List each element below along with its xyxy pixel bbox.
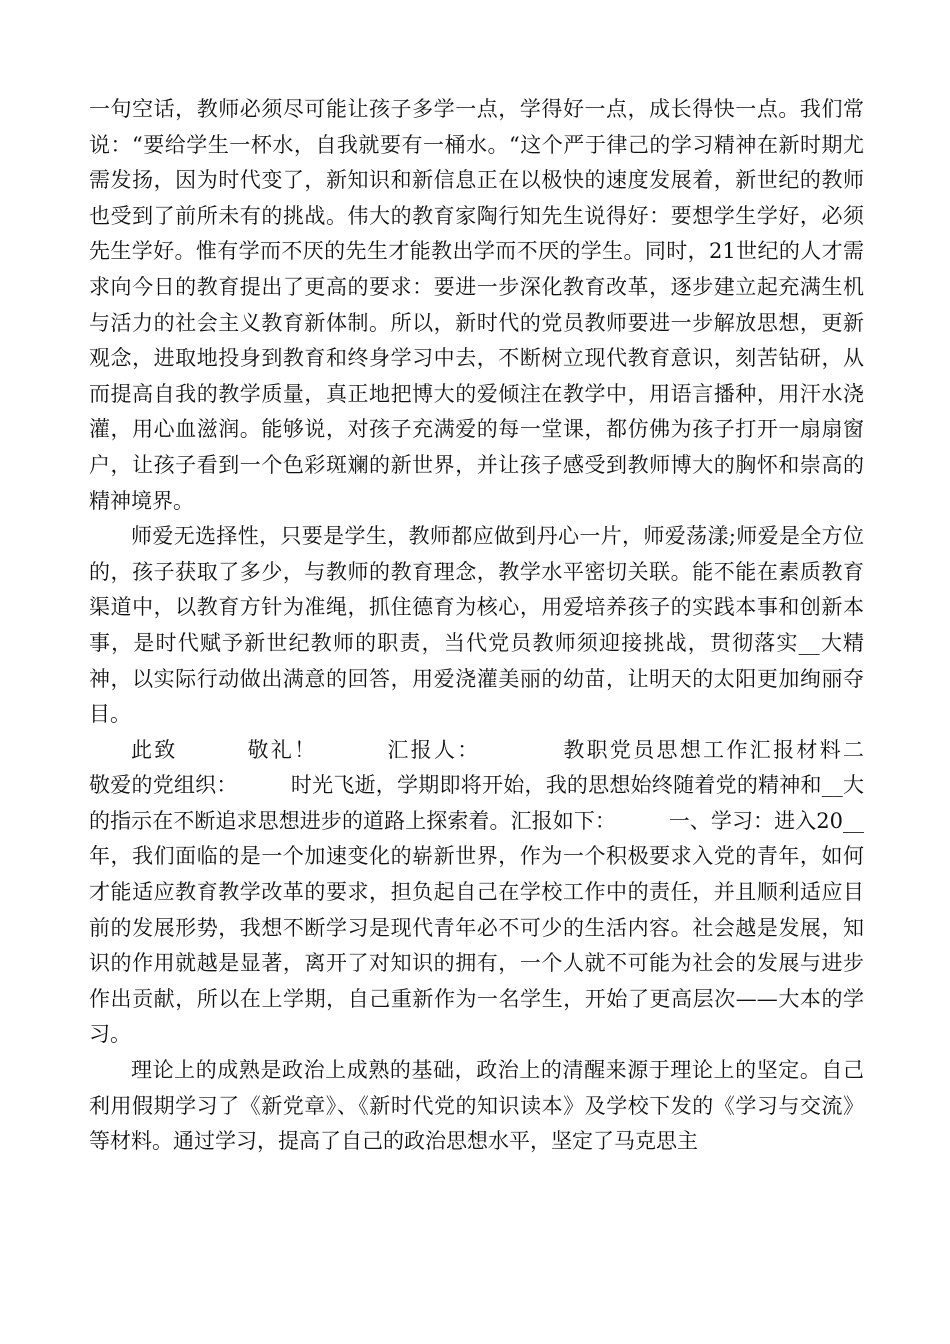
document-page [89, 92, 927, 1160]
paragraph-theory-study: 理论上的成熟是政治上成熟的基础，政治上的清醒来源于理论上的坚定。自己利用假期学习了《新党章》、《新时代党的知识读本》及学校下发的《学习与交流》等材料。通过学习，提高了自己的政治思想水平，坚定了马克思主 [89, 1058, 864, 1154]
paragraph-teacher-learning: 一句空话，教师必须尽可能让孩子多学一点，学得好一点，成长得快一点。我们常说：“要给学生一杯水，自我就要有一桶水。“这个严于律己的学习精神在新时期尤需发扬，因为时代变了，新知识和新信息正在以极快的速度发展着，新世纪的教师也受到了前所未有的挑战。伟大的教育家陶行知先生说得好：要想学生学好，必须先生学好。惟有学而不厌的先生才能教出学而不厌的学生。同时，21世纪的人才需求向今日的教育提出了更高的要求：要进一步深化教育改革，逐步建立起充满生机与活力的社会主义教育新体制。所以，新时代的党员教师要进一步解放思想，更新观念，进取地投身到教育和终身学习中去，不断树立现代教育意识，刻苦钻研，从而提高自我的教学质量，真正地把博大的爱倾注在教学中，用语言播种，用汗水浇灌，用心血滋润。能够说，对孩子充满爱的每一堂课，都仿佛为孩子打开一扇扇窗户，让孩子看到一个色彩斑斓的新世界，并让孩子感受到教师博大的胸怀和崇高的精神境界。 [89, 97, 864, 513]
paragraph-report-opening: 此致 敬礼！ 汇报人： 教职党员思想工作汇报材料二 敬爱的党组织： 时光飞逝，学期即将开始，我的思想始终随着党的精神和__大的指示在不断追求思想进步的道路上探索着。汇报如下： 一、学习：进入20__年，我们面临的是一个加速变化的崭新世界，作为一个积极要求入党的青年，如何才能适应教育教学改革的要求，担负起自己在学校工作中的责任，并且顺利适应目前的发展形势，我想不断学习是现代青年必不可少的生活内容。社会越是发展，知识的作用就越是显著，离开了对知识的拥有，一个人就不可能为社会的发展与进步作出贡献，所以在上学期，自己重新作为一名学生，开始了更高层次——大本的学习。 [89, 737, 927, 1047]
paragraph-teacher-love: 师爱无选择性，只要是学生，教师都应做到丹心一片，师爱荡漾;师爱是全方位的，孩子获取了多少，与教师的教育理念，教学水平密切关联。能不能在素质教育渠道中，以教育方针为准绳，抓住德育为核心，用爱培养孩子的实践本事和创新本事，是时代赋予新世纪教师的职责，当代党员教师须迎接挑战，贯彻落实__大精神，以实际行动做出满意的回答，用爱浇灌美丽的幼苗，让明天的太阳更加绚丽夺目。 [89, 524, 864, 727]
